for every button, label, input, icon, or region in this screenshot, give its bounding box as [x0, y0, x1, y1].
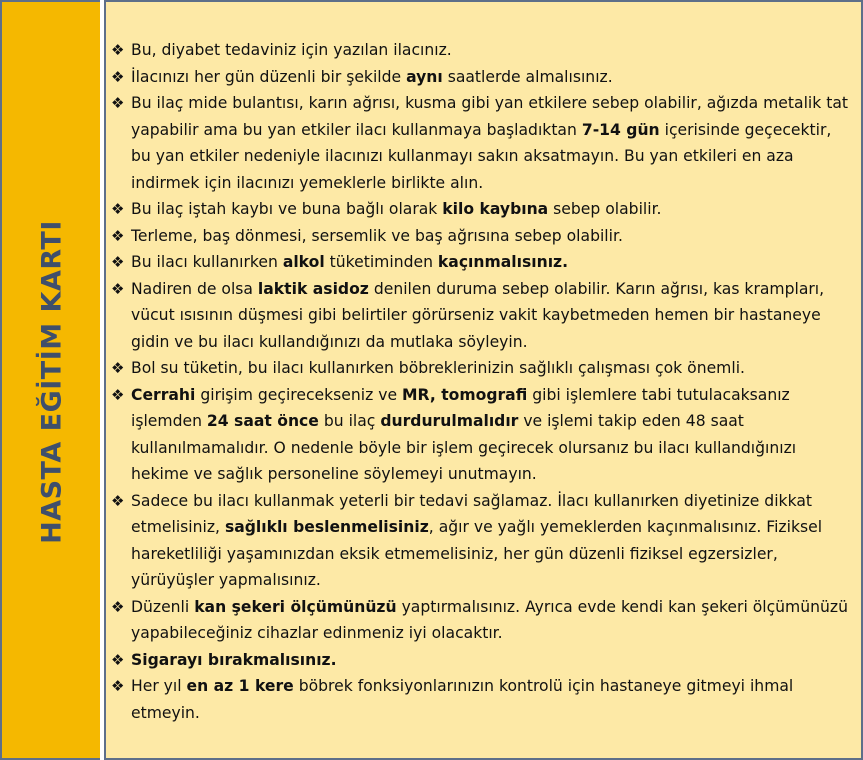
diamond-bullet-icon: ❖ [111, 677, 125, 695]
instruction-text: Terleme, baş dönmesi, sersemlik ve baş ağrısına sebep olabilir. [131, 226, 623, 245]
emphasis-text: kan şekeri ölçümünüzü [194, 597, 397, 616]
instruction-text: böbrek fonksiyonlarınızın kontrolü için hastaneye gitmeyi ihmal etmeyin. [131, 677, 794, 722]
emphasis-text: Sigarayı bırakmalısınız. [131, 650, 337, 669]
emphasis-text: kilo kaybına [442, 200, 549, 218]
instruction-item [111, 64, 851, 91]
instruction-item [111, 355, 851, 382]
diamond-bullet-icon: ❖ [111, 650, 125, 669]
diamond-bullet-icon: ❖ [111, 41, 125, 59]
instruction-item [111, 673, 851, 726]
instruction-list [111, 37, 851, 726]
instruction-text: denilen duruma sebep olabilir. Karın ağrısı, kas krampları, vücut ısısının düşmesi gibi belirtiler görürseniz vakit kaybetmeden hemen bir hastaneye gidin ve bu ilacı kullandığınızı da mutlaka söyleyin. [131, 279, 825, 351]
instruction-text: Bu, diyabet tedaviniz için yazılan ilacınız. [131, 41, 452, 59]
instruction-text: gibi işlemlere tabi tutulacaksanız işlemden [131, 385, 790, 430]
instruction-text: Düzenli [131, 597, 195, 616]
diamond-bullet-icon: ❖ [111, 226, 125, 245]
instruction-text: ve işlemi takip eden 48 saat kullanılmamalıdır. O nedenle böyle bir işlem geçirecek olursanız bu ilacı kullandığınızı hekime ve sağlık personeline söylemeyi unutmayın. [131, 412, 797, 483]
instruction-text: sebep olabilir. [548, 200, 662, 218]
instruction-text: , ağır ve yağlı yemeklerden kaçınmalısınız. Fiziksel hareketliliği yaşamınızdan eksik etmemelisiniz, her gün düzenli fiziksel egzersizler, yürüyüşler yapmalısınız. [131, 518, 823, 589]
emphasis-text: laktik asidoz [257, 279, 369, 298]
instruction-text: girişim geçirecekseniz ve [195, 385, 403, 404]
emphasis-text: kaçınmalısınız. [437, 253, 569, 271]
instruction-item [111, 37, 851, 64]
instruction-text: Nadiren de olsa [131, 279, 258, 298]
instruction-text: saatlerde almalısınız. [442, 67, 613, 86]
instruction-item [111, 382, 851, 488]
instruction-text: tüketiminden [324, 253, 438, 271]
instruction-item [111, 196, 851, 223]
card-title: HASTA EĞİTİM KARTI [36, 220, 68, 544]
emphasis-text: Cerrahi [131, 385, 196, 404]
emphasis-text: sağlıklı beslenmelisiniz [224, 518, 429, 536]
instruction-text: Bol su tüketin, bu ilacı kullanırken böbreklerinizin sağlıklı çalışması çok önemli. [131, 359, 745, 377]
diamond-bullet-icon: ❖ [111, 67, 125, 86]
emphasis-text: alkol [282, 253, 325, 271]
emphasis-text: aynı [406, 67, 443, 86]
instruction-text: Bu ilacı kullanırken [131, 253, 283, 271]
diamond-bullet-icon: ❖ [111, 253, 125, 271]
emphasis-text: en az 1 kere [186, 677, 294, 695]
diamond-bullet-icon: ❖ [111, 359, 125, 377]
emphasis-text: 24 saat önce [206, 412, 319, 430]
instruction-item [111, 249, 851, 276]
sidebar-panel [0, 0, 100, 760]
instruction-item [111, 276, 851, 356]
instruction-text: yaptırmalısınız. Ayrıca evde kendi kan şekeri ölçümünüzü yapabileceğiniz cihazlar edinmeniz iyi olacaktır. [131, 597, 848, 642]
instruction-item [111, 223, 851, 250]
instruction-text: içerisinde geçecektir, bu yan etkiler nedeniyle ilacınızı kullanmayı sakın aksatmayın. Bu yan etkileri en aza indirmek için ilacınızı yemeklerle birlikte alın. [131, 120, 832, 192]
instruction-text: Bu ilaç iştah kaybı ve buna bağlı olarak [131, 200, 443, 218]
instruction-item [111, 594, 851, 647]
instruction-text: Her yıl [131, 677, 187, 695]
emphasis-text: 7-14 gün [581, 120, 660, 139]
instruction-item [111, 488, 851, 594]
instructions-panel [104, 0, 863, 760]
instruction-item [111, 90, 851, 196]
emphasis-text: MR, tomografi [402, 385, 528, 404]
diamond-bullet-icon: ❖ [111, 200, 125, 218]
instruction-text: İlacınızı her gün düzenli bir şekilde [131, 67, 407, 86]
diamond-bullet-icon: ❖ [111, 385, 125, 404]
diamond-bullet-icon: ❖ [111, 597, 125, 616]
emphasis-text: durdurulmalıdır [380, 412, 519, 430]
diamond-bullet-icon: ❖ [111, 94, 125, 112]
instruction-item [111, 647, 851, 674]
diamond-bullet-icon: ❖ [111, 279, 125, 298]
diamond-bullet-icon: ❖ [111, 491, 125, 510]
instruction-text: bu ilaç [318, 412, 381, 430]
instruction-text: Bu ilaç mide bulantısı, karın ağrısı, kusma gibi yan etkilere sebep olabilir, ağızda metalik tat yapabilir ama bu yan etkiler ilacı kullanmaya başladıktan [131, 94, 848, 139]
instruction-text: Sadece bu ilacı kullanmak yeterli bir tedavi sağlamaz. İlacı kullanırken diyetinize dikkat etmelisiniz, [131, 491, 812, 536]
